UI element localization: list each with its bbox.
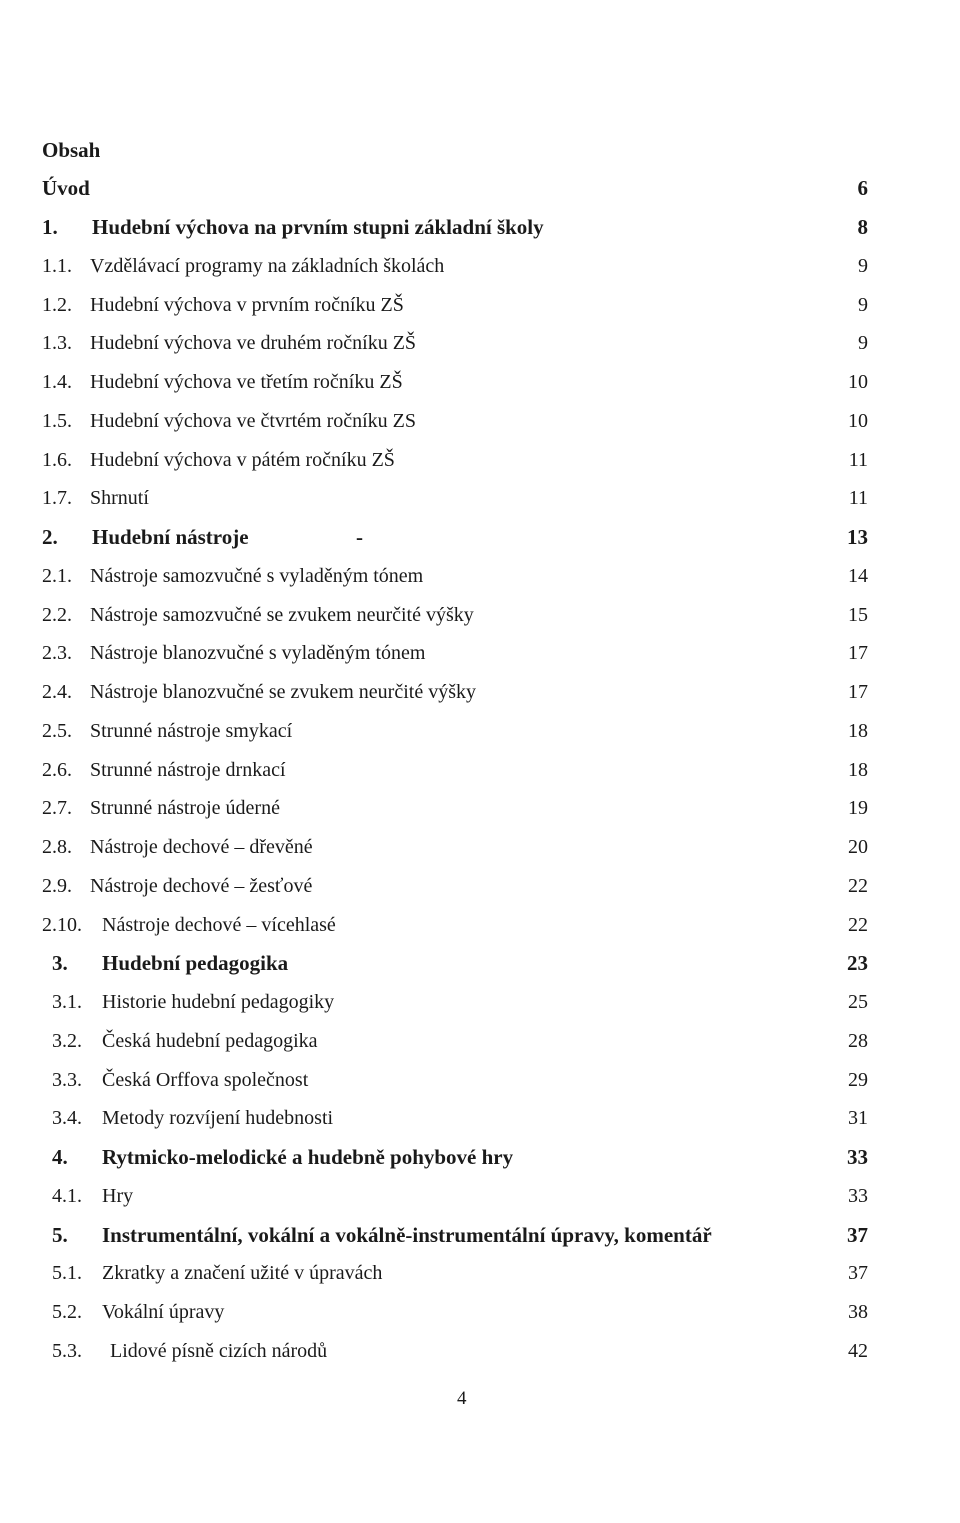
toc-entry [0, 600, 960, 630]
toc-page: 11 [848, 487, 868, 510]
toc-page: 28 [848, 1029, 868, 1052]
toc-entry [0, 1258, 960, 1288]
toc-number: 2.1. [42, 564, 72, 587]
toc-entry [0, 948, 960, 978]
toc-number: 2.10. [42, 913, 82, 936]
toc-entry [0, 677, 960, 707]
toc-label: Historie hudební pedagogiky [102, 991, 335, 1013]
toc-number: 5.2. [52, 1301, 82, 1323]
toc-label: Instrumentální, vokální a vokálně-instrumentální úpravy, komentář [102, 1222, 712, 1247]
toc-page: 13 [847, 525, 868, 549]
toc-number: 1. [42, 215, 58, 239]
toc-number: 5.1. [52, 1262, 82, 1285]
toc-number: 2.8. [42, 836, 72, 858]
toc-label: Vzdělávací programy na základních školách [90, 254, 445, 277]
toc-entry [0, 832, 960, 862]
toc-page: 14 [848, 564, 868, 587]
toc-label: Vokální úpravy [102, 1301, 225, 1323]
toc-label: Nástroje dechové – dřevěné [90, 836, 313, 858]
toc-entry [0, 1220, 960, 1250]
toc-label: Hudební pedagogika [102, 951, 289, 976]
toc-number: 2.7. [42, 797, 72, 820]
toc-entry [0, 1181, 960, 1211]
toc-number: 1.4. [42, 371, 72, 393]
toc-heading: Obsah [42, 138, 101, 162]
toc-entry [0, 1065, 960, 1095]
toc-label: Nástroje blanozvučné se zvukem neurčité výšky [90, 681, 476, 703]
toc-label: Nástroje samozvučné se zvukem neurčité výšky [90, 603, 474, 626]
toc-label: Hudební výchova v prvním ročníku ZŠ [90, 293, 404, 316]
toc-entry [0, 445, 960, 475]
toc-page: 8 [857, 215, 868, 239]
toc-entry [0, 1142, 960, 1172]
toc-number: 2.4. [42, 681, 72, 703]
toc-number: 2.9. [42, 874, 72, 897]
toc-entry [0, 212, 960, 242]
toc-page: 18 [848, 719, 868, 742]
toc-page: 20 [848, 836, 868, 858]
toc-number: 1.7. [42, 487, 72, 510]
toc-entry [0, 290, 960, 320]
toc-page: 9 [858, 254, 868, 277]
toc-page: 6 [857, 176, 868, 200]
toc-number: 1.1. [42, 254, 72, 277]
toc-label: Česká Orffova společnost [102, 1068, 309, 1091]
toc-entry [0, 716, 960, 746]
toc-entry [0, 755, 960, 785]
toc-entry [0, 251, 960, 281]
toc-number: 3. [52, 951, 68, 976]
toc-entry [0, 367, 960, 397]
toc-page: 42 [848, 1339, 868, 1362]
toc-number: 4. [52, 1145, 68, 1169]
toc-page: 25 [848, 991, 868, 1013]
toc-label: Hry [102, 1184, 134, 1207]
toc-entry [0, 328, 960, 358]
toc-number: 3.3. [52, 1068, 82, 1091]
toc-entry [0, 483, 960, 513]
toc-entry [0, 561, 960, 591]
toc-page: 17 [848, 681, 868, 703]
toc-page: 9 [858, 293, 868, 316]
toc-page: 10 [848, 409, 868, 432]
toc-entry [0, 871, 960, 901]
toc-page: 23 [847, 951, 868, 976]
toc-number: 1.2. [42, 293, 72, 316]
toc-label: Shrnutí [90, 487, 149, 510]
toc-page: 22 [848, 913, 868, 936]
toc-label: Hudební výchova ve druhém ročníku ZŠ [90, 332, 417, 355]
toc-label: Nástroje dechové – vícehlasé [102, 913, 336, 936]
toc-number: 1.5. [42, 409, 72, 432]
toc-number: 1.6. [42, 448, 72, 471]
toc-page: 9 [858, 332, 868, 355]
footer-page-number: 4 [457, 1388, 467, 1409]
toc-number: 2.3. [42, 642, 72, 665]
toc-entry [0, 1026, 960, 1056]
toc-page: 33 [848, 1184, 868, 1207]
toc-number: 3.2. [52, 1029, 82, 1052]
toc-page: 22 [848, 874, 868, 897]
toc-page: 33 [847, 1145, 868, 1169]
toc-label: Rytmicko-melodické a hudebně pohybové hry [102, 1145, 514, 1169]
toc-number: 2. [42, 525, 58, 549]
toc-label: Strunné nástroje smykací [90, 719, 293, 742]
toc-page: 15 [848, 603, 868, 626]
toc-entry [0, 522, 960, 552]
toc-number: 4.1. [52, 1184, 82, 1207]
toc-entry [0, 1103, 960, 1133]
toc-page: 29 [848, 1068, 868, 1091]
toc-page: 18 [848, 758, 868, 781]
toc-entry [0, 1336, 960, 1366]
toc-entry [0, 987, 960, 1017]
toc-page: 37 [848, 1262, 868, 1285]
toc-number: 3.4. [52, 1107, 82, 1130]
toc-label: Hudební výchova ve třetím ročníku ZŠ [90, 371, 403, 393]
toc-number: 5. [52, 1222, 68, 1247]
toc-label: Hudební nástroje [92, 525, 249, 549]
toc-page: 38 [848, 1301, 868, 1323]
toc-number: 5.3. [52, 1339, 82, 1362]
toc-number: 3.1. [52, 991, 82, 1013]
stray-mark: - [356, 525, 363, 549]
toc-number: 2.6. [42, 758, 72, 781]
toc-entry-intro [0, 173, 960, 203]
toc-entry [0, 1297, 960, 1327]
toc-label: Nástroje samozvučné s vyladěným tónem [90, 564, 424, 587]
toc-label: Lidové písně cizích národů [110, 1339, 328, 1362]
toc-label: Nástroje blanozvučné s vyladěným tónem [90, 642, 426, 665]
toc-label: Úvod [42, 176, 90, 200]
toc-number: 2.2. [42, 603, 72, 626]
toc-number: 1.3. [42, 332, 72, 355]
toc-label: Nástroje dechové – žesťové [90, 874, 313, 897]
toc-label: Hudební výchova ve čtvrtém ročníku ZS [90, 409, 417, 432]
toc-entry [0, 793, 960, 823]
toc-page: 31 [848, 1107, 868, 1130]
toc-page: 10 [848, 371, 868, 393]
toc-label: Hudební výchova na prvním stupni základní školy [92, 215, 544, 239]
toc-entry [0, 638, 960, 668]
toc-label: Zkratky a značení užité v úpravách [102, 1262, 383, 1285]
toc-number: 2.5. [42, 719, 72, 742]
toc-page: 19 [848, 797, 868, 820]
toc-label: Strunné nástroje drnkací [90, 758, 286, 781]
toc-page: 11 [848, 448, 868, 471]
toc-label: Metody rozvíjení hudebnosti [102, 1107, 334, 1130]
toc-page: 37 [847, 1222, 868, 1247]
toc-label: Česká hudební pedagogika [102, 1029, 318, 1052]
toc-entry [0, 910, 960, 940]
toc-entry [0, 406, 960, 436]
toc-page: 17 [848, 642, 868, 665]
toc-label: Strunné nástroje úderné [90, 797, 280, 820]
toc-label: Hudební výchova v pátém ročníku ZŠ [90, 448, 395, 471]
